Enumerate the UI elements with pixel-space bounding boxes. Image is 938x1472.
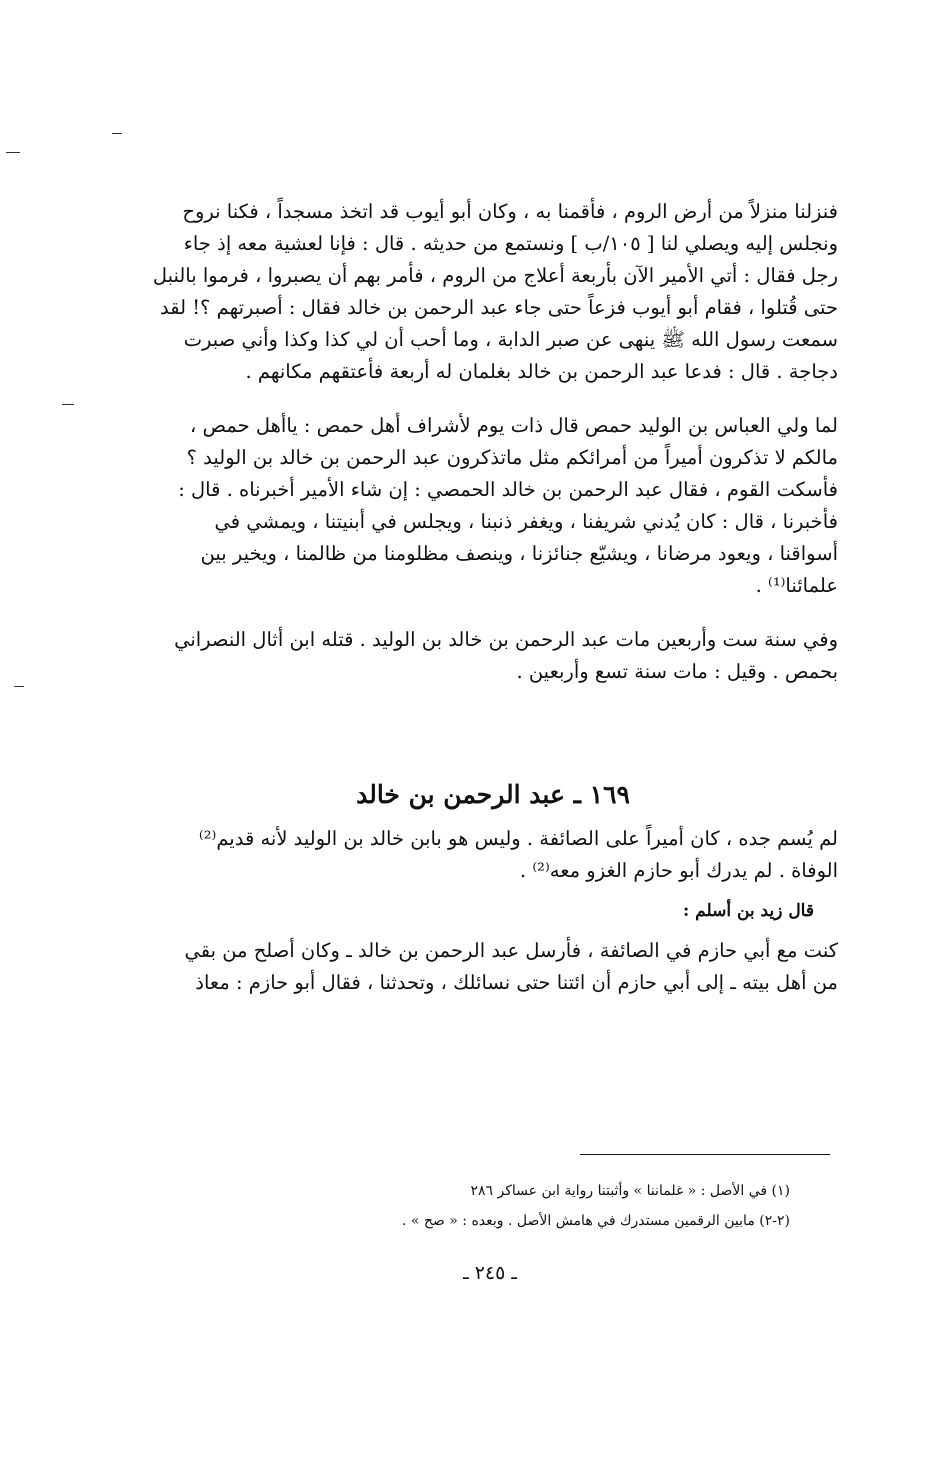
text-line: دجاجة . قال : فدعا عبد الرحمن بن خالد بغلمان له أربعة فأعتقهم مكانهم . <box>245 360 838 383</box>
text-line: فأخبرنا ، قال : كان يُدني شريفنا ، ويغفر ذنبنا ، ويجلس في أبنيتنا ، ويمشي في <box>214 510 838 533</box>
footnotes <box>330 1176 790 1236</box>
paragraph-1 <box>148 196 838 388</box>
text-line: وفي سنة ست وأربعين مات عبد الرحمن بن خالد بن الوليد . قتله ابن أثال النصراني <box>174 628 838 651</box>
paragraph-3 <box>148 624 838 688</box>
scan-mark <box>14 686 24 687</box>
text-line: سمعت رسول الله ﷺ ينهى عن صبر الدابة ، وما أحب أن لي كذا وكذا وأني صبرت <box>183 328 838 351</box>
text-line: فنزلنا منزلاً من أرض الروم ، فأقمنا به ، وكان أبو أيوب قد اتخذ مسجداً ، فكنا نروح <box>182 200 838 223</box>
footnote-divider <box>580 1154 830 1155</box>
text-line: لم يُسم جده ، كان أميراً على الصائفة . وليس هو بابن خالد بن الوليد لأنه قديم⁽²⁾ <box>198 827 838 850</box>
text-line: رجل فقال : أتي الأمير الآن بأربعة أعلاج من الروم ، فأمر بهم أن يصبروا ، فرموا بالنبل <box>152 264 838 287</box>
footnote: (١) في الأصل : « غلماننا » وأثبتنا رواية ابن عساكر ٢٨٦ <box>470 1183 790 1199</box>
text-line: فأسكت القوم ، فقال عبد الرحمن بن خالد الحمصي : إن شاء الأمير أخبرناه . قال : <box>178 478 838 501</box>
text-line: بحمص . وقيل : مات سنة تسع وأربعين . <box>516 660 838 683</box>
paragraph-4 <box>148 823 838 887</box>
text-line: حتى قُتلوا ، فقام أبو أيوب فزعاً حتى جاء عبد الرحمن بن خالد فقال : أصبرتهم ؟! لقد <box>159 296 838 319</box>
text-line: ونجلس إليه ويصلي لنا [ ١٠٥/ب ] ونستمع من حديثه . قال : فإنا لعشية معه إذ جاء <box>183 232 838 255</box>
text-line: لما ولي العباس بن الوليد حمص قال ذات يوم لأشراف أهل حمص : ياأهل حمص ، <box>189 414 838 437</box>
page-body <box>148 196 838 999</box>
scan-mark <box>112 133 122 134</box>
text-line: كنت مع أبي حازم في الصائفة ، فأرسل عبد الرحمن بن خالد ـ وكان أصلح من بقي <box>184 939 838 962</box>
scan-mark <box>6 152 20 153</box>
text-line: من أهل بيته ـ إلى أبي حازم أن ائتنا حتى نسائلك ، وتحدثنا ، فقال أبو حازم : معاذ <box>195 971 838 994</box>
section-heading: ١٦٩ ـ عبد الرحمن بن خالد <box>356 780 630 809</box>
footnote: (٢-٢) مابين الرقمين مستدرك في هامش الأصل . وبعده : « صح » . <box>401 1213 790 1229</box>
paragraph-2 <box>148 410 838 602</box>
text-line: مالكم لا تذكرون أميراً من أمرائكم مثل ماتذكرون عبد الرحمن بن خالد بن الوليد ؟ <box>186 446 838 469</box>
paragraph-5 <box>148 935 838 999</box>
text-line: الوفاة . لم يدرك أبو حازم الغزو معه⁽²⁾ . <box>519 859 838 882</box>
page-number: ـ ٢٤٥ ـ <box>463 1262 517 1284</box>
scan-mark <box>62 404 74 405</box>
text-line: أسواقنا ، ويعود مرضانا ، ويشيّع جنائزنا ، وينصف مظلومنا من ظالمنا ، ويخير بين <box>200 542 838 565</box>
narrator-label: قال زيد بن أسلم : <box>682 901 814 921</box>
text-line: علمائنا⁽¹⁾ . <box>755 574 838 597</box>
